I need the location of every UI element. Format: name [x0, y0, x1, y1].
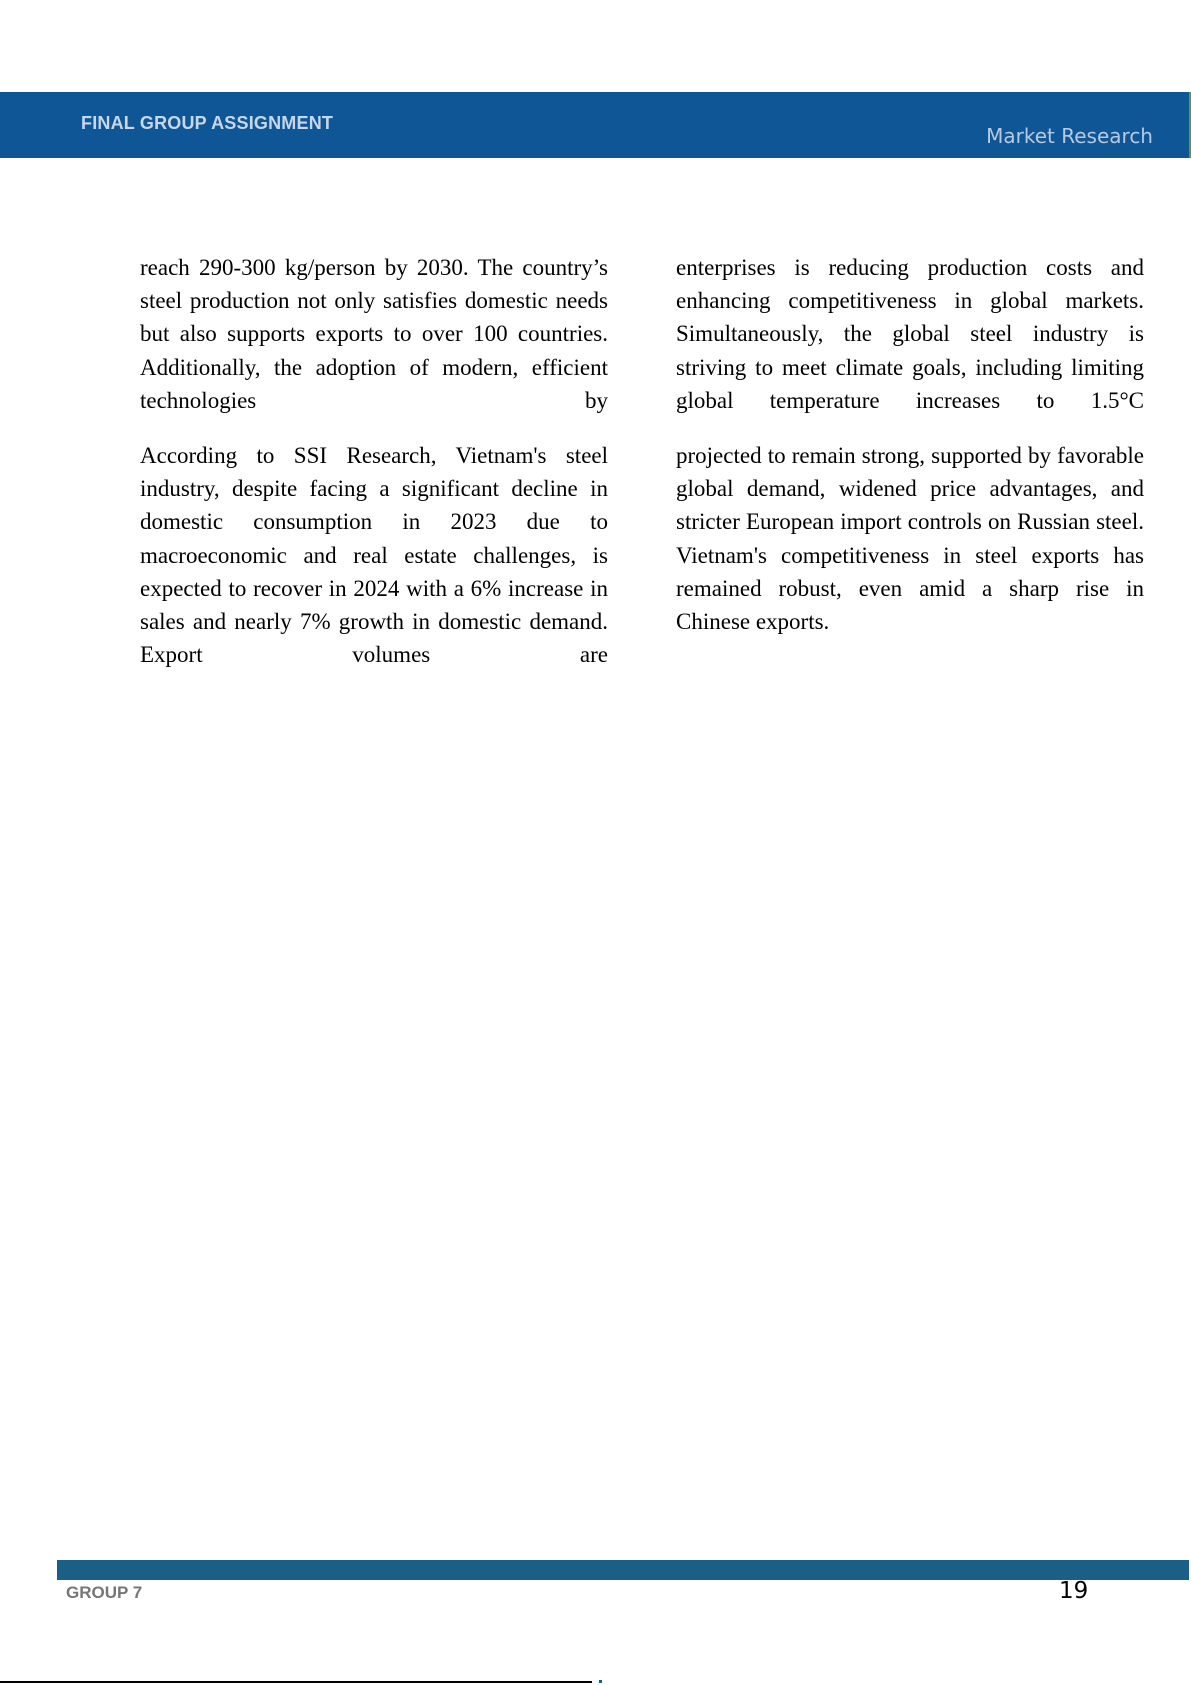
paragraph-left-2: According to SSI Research, Vietnam's steel industry, despite facing a significant decline in domestic consumption in 2023 due to macroeconomic and real estate challenges, is expected to recover in 2024 with a 6% increase in sales and nearly 7% growth in domestic demand. Export volumes are — [140, 443, 608, 668]
assignment-title: FINAL GROUP ASSIGNMENT — [81, 113, 334, 133]
group-label: GROUP 7 — [66, 1583, 143, 1602]
page-number: 19 — [1059, 1578, 1089, 1604]
footer-band — [57, 1560, 1189, 1580]
section-title: Market Research — [986, 124, 1153, 148]
bottom-marker — [599, 1680, 602, 1683]
bottom-rule — [0, 1681, 592, 1683]
paragraph-left-1: reach 290-300 kg/person by 2030. The country’s steel production not only satisfies domestic needs but also supports exports to over 100 countries. Additionally, the adoption of modern, efficient technologies by — [140, 255, 608, 413]
paragraph-right-2: projected to remain strong, supported by favorable global demand, widened price advantages, and stricter European import controls on Russian steel. Vietnam's competitiveness in steel exports has remained robust, even amid a sharp rise in Chinese exports. — [676, 443, 1144, 635]
paragraph-right-1: enterprises is reducing production costs and enhancing competitiveness in global markets. Simultaneously, the global steel industry is striving to meet climate goals, including limiting global temperature increases to 1.5°C — [676, 255, 1144, 413]
